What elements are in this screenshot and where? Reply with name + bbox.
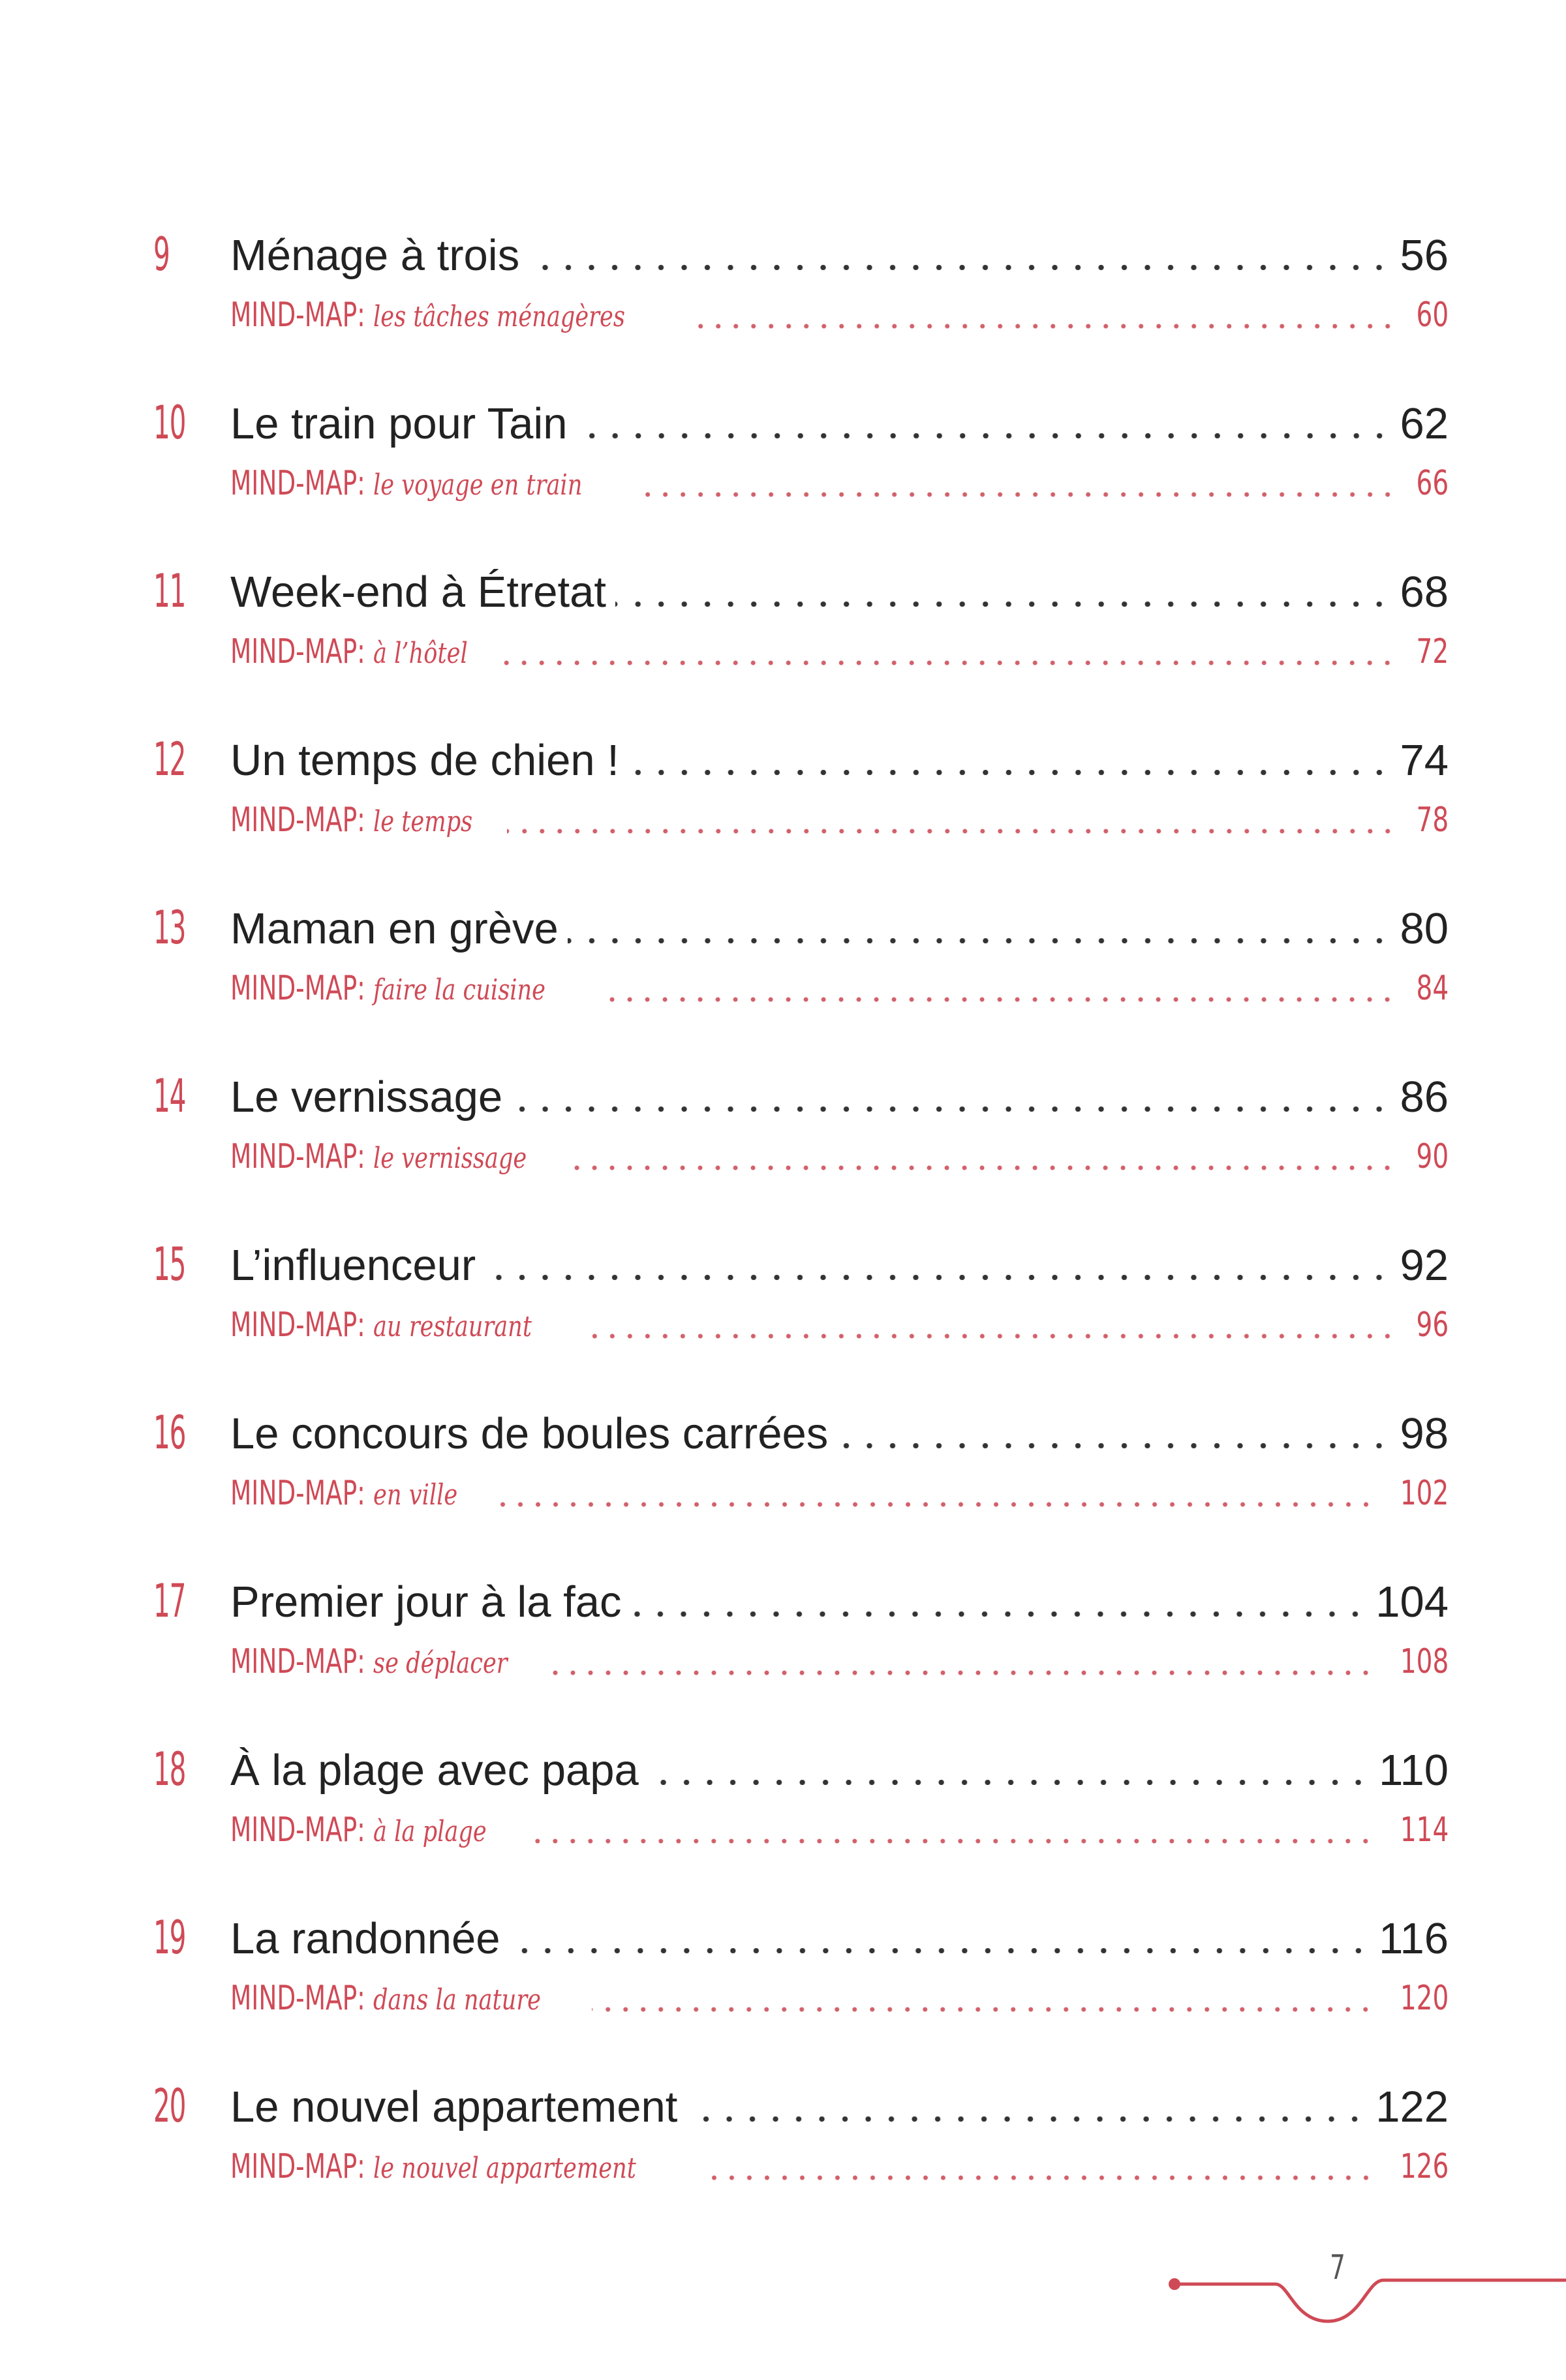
mindmap-topic: les tâches ménagères (373, 300, 626, 333)
chapter-line (230, 398, 1449, 450)
dot-leader (581, 1334, 1396, 1339)
mindmap-page: 108 (1400, 1642, 1449, 1681)
mindmap-page: 102 (1400, 1474, 1449, 1513)
chapter-number: 17 (153, 1574, 186, 1628)
mindmap-heading (230, 1807, 515, 1855)
chapter-page: 86 (1400, 1073, 1449, 1121)
table-of-contents (153, 215, 1458, 2235)
mindmap-label: MIND-MAP: (230, 1137, 365, 1176)
mindmap-topic: le voyage en train (373, 468, 583, 502)
chapter-title: Le train pour Tain (230, 399, 568, 448)
chapter-number: 16 (153, 1406, 186, 1459)
chapter-title: Le vernissage (230, 1073, 503, 1121)
dot-leader (529, 265, 1390, 270)
toc-entry (153, 1225, 1458, 1394)
chapter-title: Ménage à trois (230, 231, 520, 280)
toc-entry (153, 215, 1458, 384)
chapter-number: 15 (153, 1238, 186, 1291)
dot-leader (524, 1838, 1374, 1844)
mindmap-page: 72 (1416, 632, 1449, 671)
chapter-line (230, 2081, 1449, 2133)
chapter-line (230, 735, 1449, 787)
toc-entry (153, 1562, 1458, 1730)
mindmap-line (230, 1134, 1449, 1180)
page-number: 7 (1330, 2248, 1345, 2287)
toc-entry (153, 552, 1458, 720)
mindmap-label: MIND-MAP: (230, 801, 365, 840)
dot-leader (598, 997, 1396, 1002)
mindmap-label: MIND-MAP: (230, 464, 365, 503)
mindmap-line (230, 461, 1449, 506)
dot-leader (592, 2007, 1374, 2012)
toc-entry (153, 384, 1458, 552)
mindmap-line (230, 1639, 1449, 1685)
chapter-page: 92 (1400, 1241, 1449, 1290)
mindmap-topic: le temps (373, 805, 473, 838)
dot-leader (615, 602, 1390, 607)
chapter-title: Maman en grève (230, 904, 559, 953)
dot-leader (500, 660, 1396, 665)
chapter-page: 116 (1379, 1914, 1449, 1963)
dot-leader (631, 1611, 1367, 1617)
mindmap-line (230, 292, 1449, 338)
mindmap-heading (230, 797, 498, 845)
mindmap-topic: à l’hôtel (373, 637, 468, 670)
mindmap-topic: à la plage (373, 1815, 487, 1848)
mindmap-topic: dans la nature (373, 1983, 542, 2017)
mindmap-topic: faire la cuisine (373, 973, 546, 1007)
mindmap-page: 120 (1400, 1979, 1449, 2018)
toc-entry (153, 889, 1458, 1057)
toc-entry (153, 1899, 1458, 2067)
dot-leader (574, 1165, 1396, 1170)
chapter-number: 11 (153, 564, 186, 618)
mindmap-line (230, 966, 1449, 1011)
mindmap-heading (230, 1976, 583, 2023)
mindmap-heading (230, 1639, 541, 1686)
chapter-page: 56 (1400, 231, 1449, 280)
chapter-number: 18 (153, 1743, 186, 1796)
chapter-page: 98 (1400, 1409, 1449, 1458)
mindmap-topic: le nouvel appartement (373, 2152, 637, 2185)
toc-entry (153, 1057, 1458, 1225)
mindmap-line (230, 1302, 1449, 1348)
chapter-title: Le nouvel appartement (230, 2082, 678, 2131)
dot-leader (512, 1106, 1390, 1112)
chapter-line (230, 1408, 1449, 1460)
mindmap-label: MIND-MAP: (230, 1642, 365, 1681)
chapter-number: 20 (153, 2079, 186, 2133)
chapter-page: 104 (1375, 1578, 1449, 1626)
dot-leader (507, 829, 1396, 834)
dot-leader (698, 324, 1396, 329)
chapter-page: 80 (1400, 904, 1449, 953)
chapter-number: 13 (153, 901, 186, 954)
mindmap-heading (230, 1471, 479, 1518)
footer-ornament (1161, 2244, 1566, 2336)
mindmap-page: 66 (1416, 464, 1449, 503)
mindmap-line (230, 1807, 1449, 1853)
mindmap-label: MIND-MAP: (230, 1474, 365, 1513)
mindmap-topic: en ville (373, 1478, 458, 1512)
dot-leader (488, 1502, 1375, 1507)
chapter-number: 9 (153, 228, 170, 281)
chapter-line (230, 903, 1449, 955)
mindmap-heading (230, 966, 589, 1013)
chapter-line (230, 230, 1449, 282)
dot-leader (550, 1670, 1375, 1675)
mindmap-line (230, 1471, 1449, 1516)
dot-leader (568, 938, 1391, 943)
chapter-number: 10 (153, 396, 186, 450)
chapter-page: 74 (1400, 736, 1449, 785)
chapter-title: La randonnée (230, 1914, 500, 1963)
mindmap-page: 84 (1416, 969, 1449, 1008)
mindmap-topic: au restaurant (373, 1310, 532, 1343)
chapter-title: Premier jour à la fac (230, 1578, 622, 1626)
mindmap-heading (230, 2144, 702, 2191)
mindmap-page: 96 (1416, 1305, 1449, 1345)
dot-leader (577, 433, 1391, 438)
chapter-line (230, 1745, 1449, 1797)
chapter-line (230, 566, 1449, 618)
mindmap-label: MIND-MAP: (230, 1810, 365, 1850)
mindmap-label: MIND-MAP: (230, 632, 365, 671)
chapter-title: L’influenceur (230, 1241, 476, 1290)
toc-entry (153, 2067, 1458, 2235)
mindmap-heading (230, 629, 491, 677)
dot-leader (628, 770, 1391, 775)
chapter-number: 12 (153, 733, 186, 786)
dot-leader (837, 1443, 1390, 1448)
mindmap-heading (230, 461, 635, 508)
mindmap-label: MIND-MAP: (230, 1979, 365, 2018)
mindmap-page: 78 (1416, 801, 1449, 840)
chapter-title: Week-end à Étretat (230, 568, 607, 617)
mindmap-heading (230, 292, 688, 340)
dot-leader (485, 1275, 1390, 1280)
mindmap-line (230, 797, 1449, 843)
mindmap-line (230, 2144, 1449, 2189)
dot-leader (644, 492, 1396, 497)
mindmap-label: MIND-MAP: (230, 1305, 365, 1345)
mindmap-line (230, 629, 1449, 675)
dot-leader (648, 1780, 1370, 1785)
toc-entry (153, 1394, 1458, 1562)
mindmap-page: 90 (1416, 1137, 1449, 1176)
chapter-title: Le concours de boules carrées (230, 1409, 829, 1458)
mindmap-label: MIND-MAP: (230, 2147, 365, 2186)
mindmap-heading (230, 1134, 565, 1182)
toc-entry (153, 720, 1458, 889)
chapter-page: 62 (1400, 399, 1449, 448)
chapter-title: Un temps de chien ! (230, 736, 619, 785)
mindmap-heading (230, 1302, 572, 1350)
mindmap-label: MIND-MAP: (230, 296, 365, 335)
chapter-page: 122 (1375, 2082, 1449, 2131)
mindmap-label: MIND-MAP: (230, 969, 365, 1008)
mindmap-topic: se déplacer (373, 1647, 508, 1680)
chapter-line (230, 1240, 1449, 1292)
footer-ornament-curve (1174, 2280, 1566, 2321)
chapter-title: À la plage avec papa (230, 1746, 639, 1795)
dot-leader (510, 1948, 1370, 1953)
chapter-page: 110 (1379, 1746, 1449, 1795)
chapter-page: 68 (1400, 568, 1449, 617)
chapter-line (230, 1913, 1449, 1965)
mindmap-page: 60 (1416, 296, 1449, 335)
chapter-line (230, 1576, 1449, 1628)
chapter-number: 19 (153, 1911, 186, 1964)
mindmap-line (230, 1976, 1449, 2021)
mindmap-page: 114 (1400, 1810, 1449, 1850)
chapter-number: 14 (153, 1069, 186, 1123)
chapter-line (230, 1071, 1449, 1123)
dot-leader (711, 2175, 1375, 2180)
mindmap-topic: le vernissage (373, 1142, 527, 1175)
dot-leader (686, 2116, 1366, 2122)
mindmap-page: 126 (1400, 2147, 1449, 2186)
toc-entry (153, 1730, 1458, 1899)
